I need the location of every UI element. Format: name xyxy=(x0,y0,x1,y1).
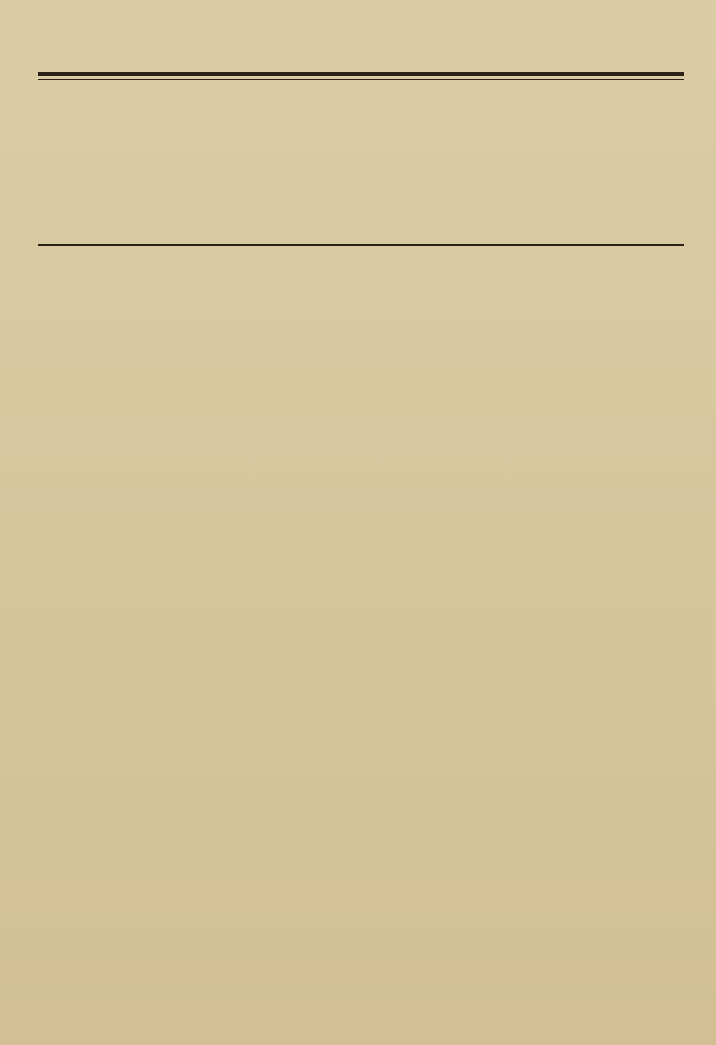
title-rule-thick xyxy=(38,72,684,76)
title-rule-thin xyxy=(38,79,684,80)
header-bottom-rule xyxy=(38,244,684,246)
